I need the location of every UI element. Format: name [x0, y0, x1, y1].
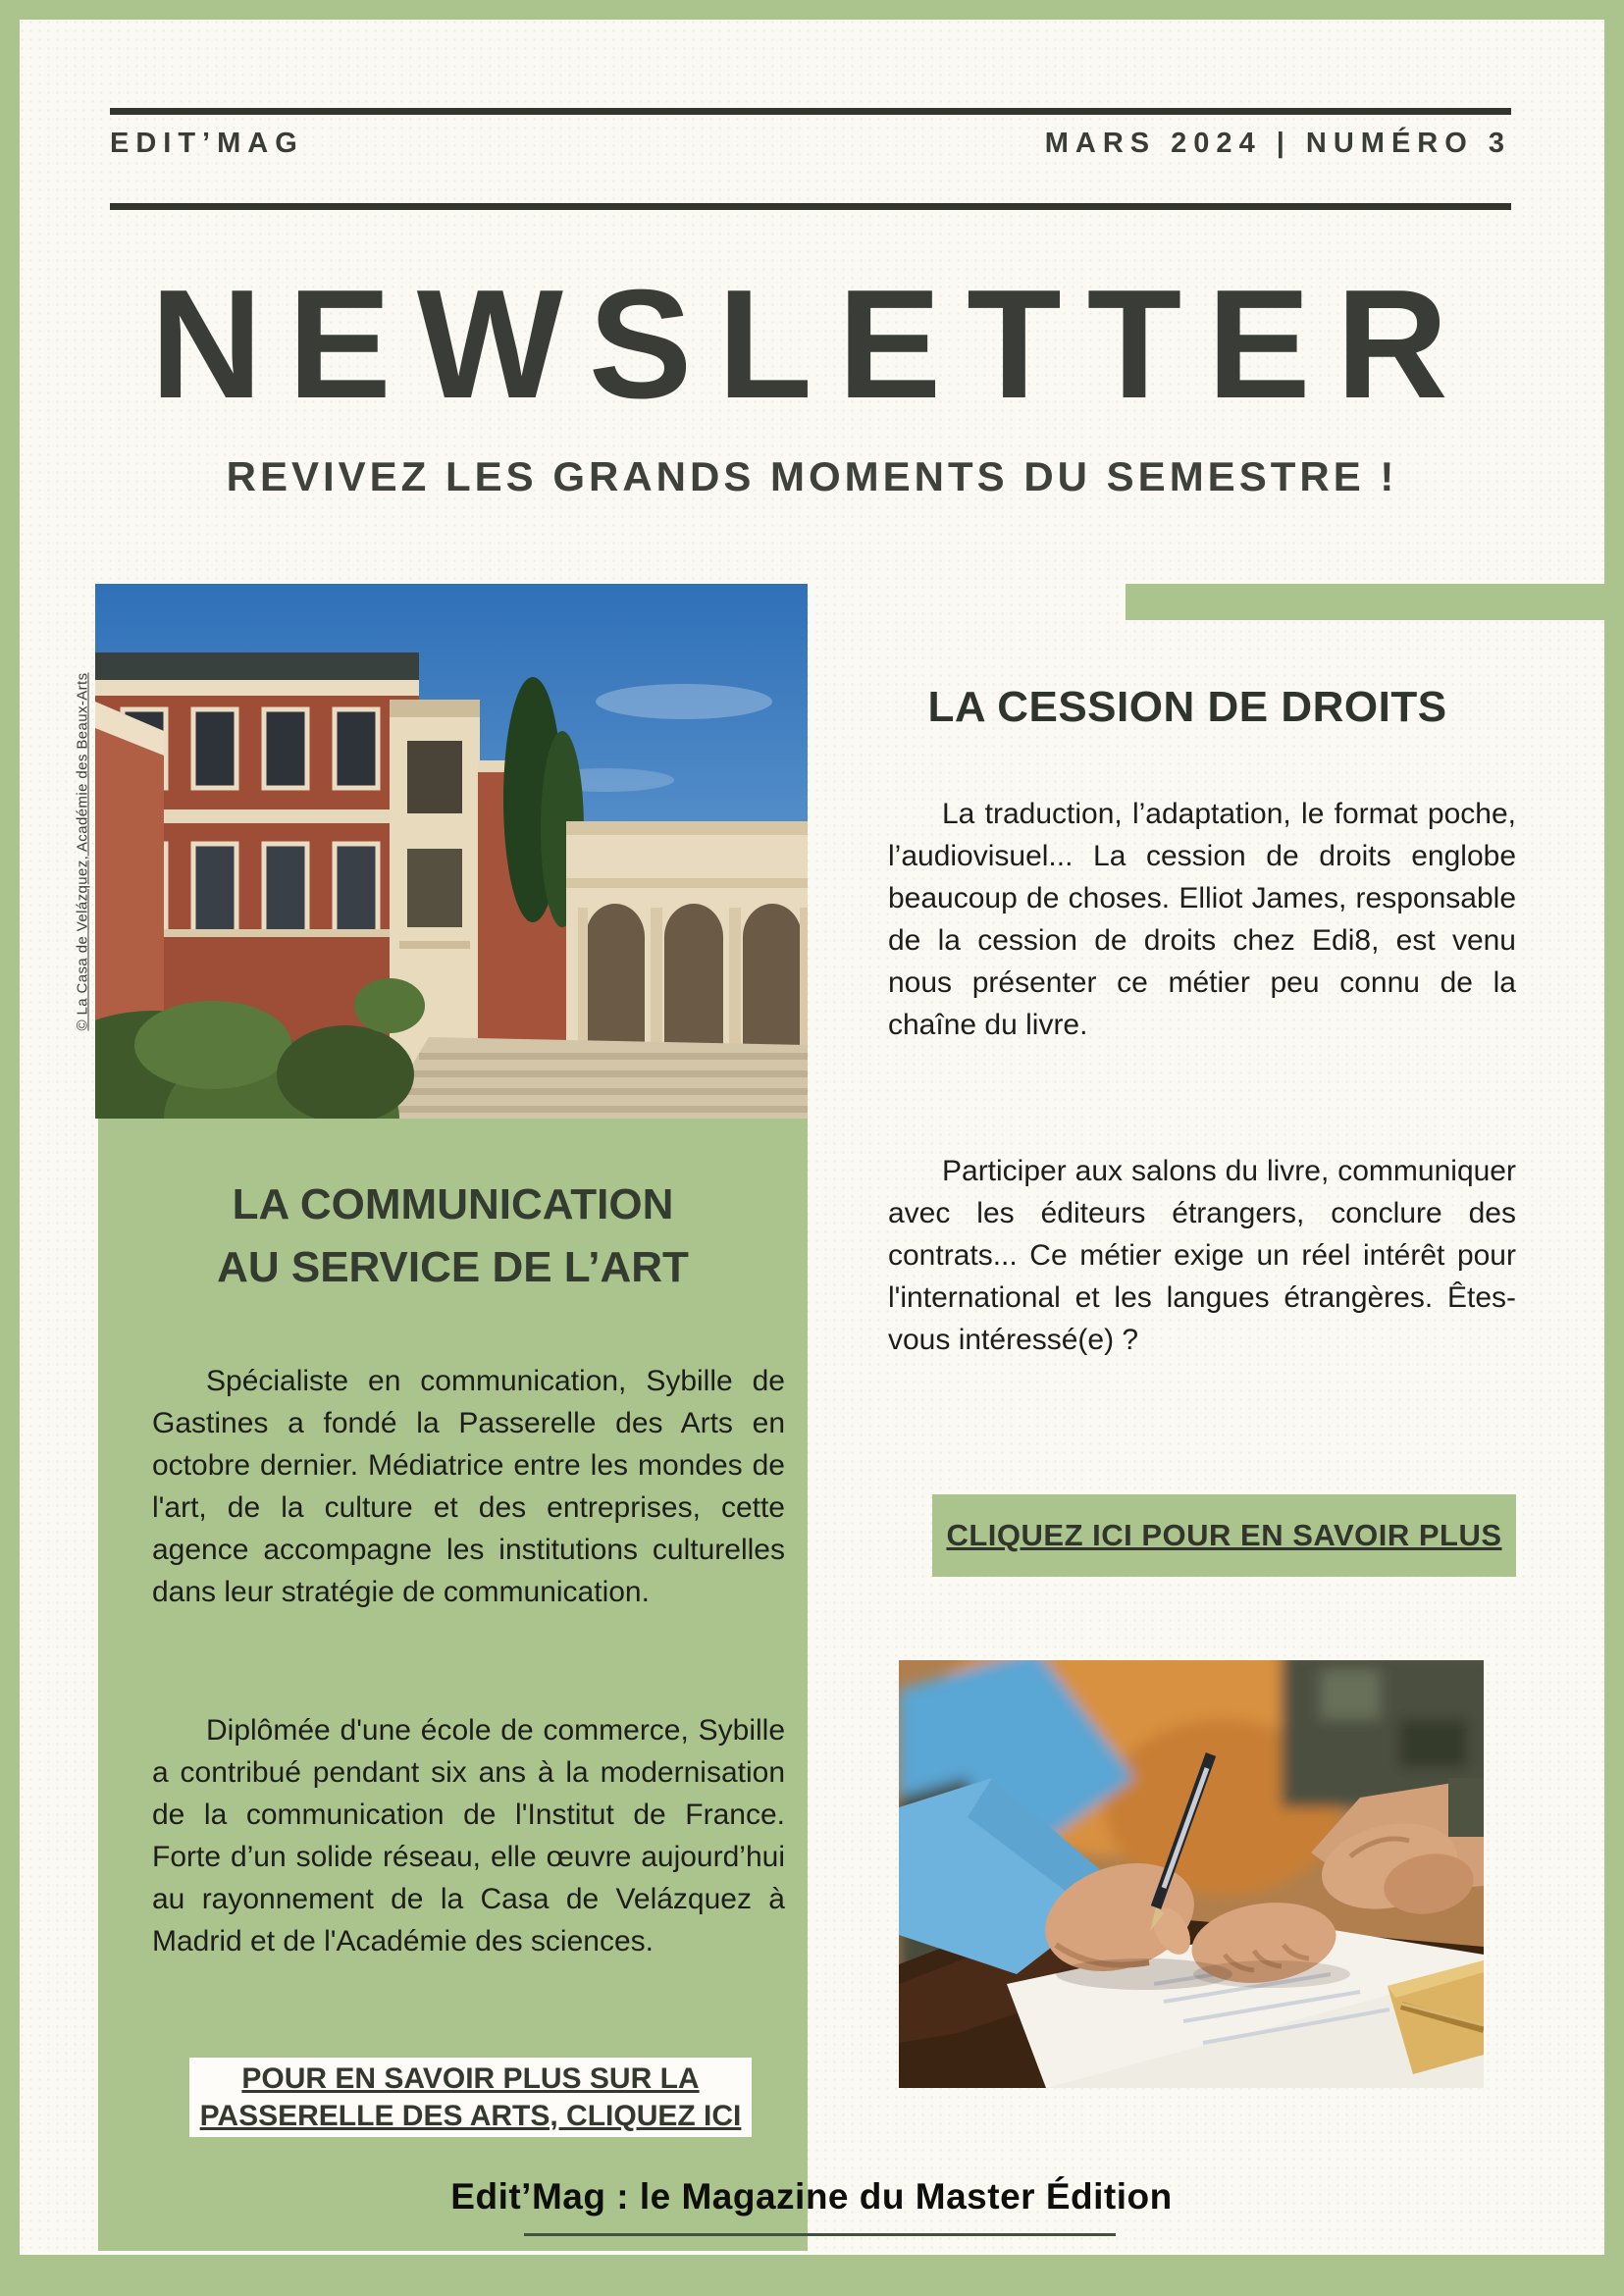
- page-subtitle: REVIVEZ LES GRANDS MOMENTS DU SEMESTRE !: [226, 453, 1398, 499]
- photo-credit-caption: © La Casa de Velázquez, Académie des Beaux-Arts: [74, 672, 91, 1031]
- learn-more-green-button[interactable]: [932, 1494, 1516, 1577]
- issue-info: MARS 2024 | NUMÉRO 3: [1044, 128, 1511, 159]
- left-article-paragraph-2: Diplômée d'une école de commerce, Sybille a contribué pendant six ans à la modernisation de la communication de l'Institut de France. Forte d’un solide réseau, elle œuvre aujourd’hui au rayonnement de la Casa de Velázquez à Madrid et de l'Académie des sciences.: [152, 1714, 785, 1957]
- casa-de-velazquez-photo: [95, 584, 808, 1119]
- left-article-heading: [98, 1174, 808, 1299]
- page-border-right: [1604, 0, 1624, 2296]
- page-title: NEWSLETTER: [150, 258, 1474, 431]
- white-button-line-2: PASSERELLE DES ARTS, CLIQUEZ ICI: [199, 2099, 742, 2132]
- left-heading-line-2: AU SERVICE DE L’ART: [217, 1243, 689, 1291]
- white-button-line-1: POUR EN SAVOIR PLUS SUR LA: [241, 2061, 700, 2095]
- left-article-paragraph-1: Spécialiste en communication, Sybille de Gastines a fondé la Passerelle des Arts en octobre dernier. Médiatrice entre les mondes de l'art, de la culture et des entreprises, cette agence accompagne les institutions culturelles dans leur stratégie de communication.: [152, 1365, 785, 1608]
- page-border-top: [0, 0, 1624, 20]
- footer-underline: [524, 2233, 1116, 2236]
- masthead: [110, 128, 1511, 160]
- accent-bar: [1126, 584, 1624, 620]
- brand-name: EDIT’MAG: [110, 128, 304, 159]
- contract-signing-photo: [899, 1660, 1484, 2088]
- right-article-heading: LA CESSION DE DROITS: [927, 683, 1447, 731]
- right-article-paragraph-1: La traduction, l’adaptation, le format poche, l’audiovisuel... La cession de droits englobe beaucoup de choses. Elliot James, responsable de la cession de droits chez Edi8, est venu nous présenter ce métier peu connu de la chaîne du livre.: [888, 798, 1516, 1041]
- building-illustration: [95, 584, 808, 1119]
- left-heading-line-1: LA COMMUNICATION: [232, 1180, 674, 1228]
- footer-magazine-title: Edit’Mag : le Magazine du Master Édition: [450, 2176, 1173, 2217]
- page-border-left: [0, 0, 20, 2296]
- passerelle-des-arts-button[interactable]: [189, 2058, 752, 2137]
- masthead-rule-bottom: [110, 203, 1511, 210]
- page-border-bottom: [0, 2255, 1624, 2296]
- green-button-label: CLIQUEZ ICI POUR EN SAVOIR PLUS: [946, 1518, 1502, 1552]
- right-article-paragraph-2: Participer aux salons du livre, communiquer avec les éditeurs étrangers, conclure des contrats... Ce métier exige un réel intérêt pour l'international et les langues étrangères. Êtes-vous intéressé(e) ?: [888, 1155, 1516, 1356]
- masthead-rule-top: [110, 108, 1511, 115]
- signing-illustration: [899, 1660, 1484, 2088]
